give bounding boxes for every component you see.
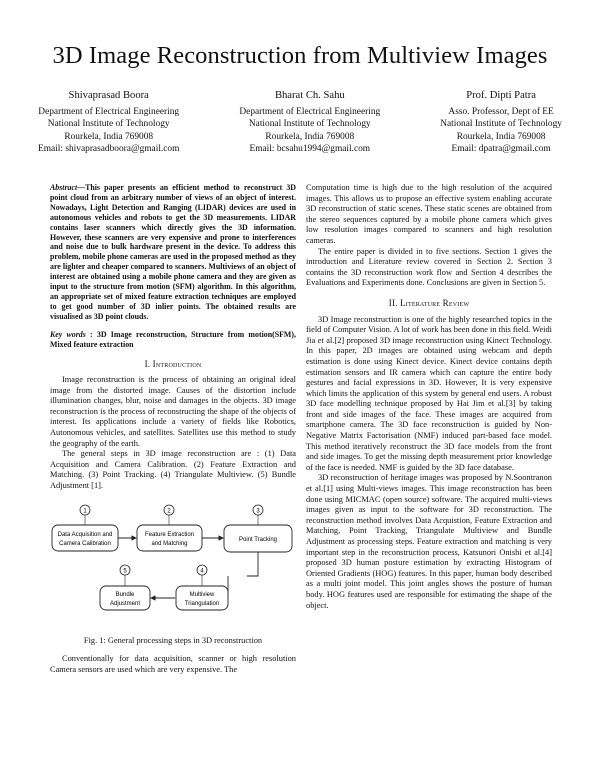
author-inst: National Institute of Technology <box>47 119 170 130</box>
author-dept: Asso. Professor, Dept of EE <box>448 106 554 117</box>
node-4-line2: Triangulation <box>184 600 220 607</box>
abstract-text: This paper presents an efficient method to reconstruct 3D point cloud from an arbitrary number of views of an object of interest. Nowadays, Light Detection and Ranging (LIDAR) devices are used in autonomous vehicles and robots to get the 3D measurements. LIDAR contains laser scanners which directly gives the 3D information. However, these scanners are very expensive and prone to interferences and noise due to bulk hardware present in the device. To address this problem, mobile phone cameras are used in the proposed method as they are lighter and cheaper compared to scanners. Multiviews of an object of interest are obtained using a mobile phone camera and they are given as input to the structure from motion (SFM) algorithm. In this algorithm, an appropriate set of mixed feature extraction techniques are employed to get good number of 3D inlier points. The obtained results are visualised as 3D point clouds. <box>50 183 296 321</box>
author-name: Bharat Ch. Sahu <box>274 90 345 101</box>
keywords-lead: Key words <box>50 329 86 339</box>
node-3-line1: Point Tracking <box>238 536 278 543</box>
author-2 <box>239 90 380 156</box>
node-5-line2: Adjustment <box>109 600 141 607</box>
node-2-line1: Feature Extraction <box>144 531 195 538</box>
author-city: Rourkela, India 769008 <box>64 131 154 142</box>
author-name: Shivaprasad Boora <box>68 90 149 101</box>
author-3 <box>440 90 562 156</box>
author-inst: National Institute of Technology <box>248 119 371 130</box>
abstract <box>50 183 296 322</box>
author-dept: Department of Electrical Engineering <box>239 106 381 117</box>
figure-1 <box>50 498 296 634</box>
flow-node-4 <box>176 565 228 610</box>
section-heading-literature-review: II. Literature Review <box>388 297 470 308</box>
flow-node-3 <box>224 505 292 552</box>
figure-1-caption: Fig. 1: General processing steps in 3D reconstruction <box>83 635 263 645</box>
right-paragraph-2: The entire paper is divided in to five sections. Section 1 gives the introduction and Literature review covered in Section 2. Section 3 contains the 3D reconstruction work flow and Section 4 describes the Evaluations and Experiments done. Conclusions are given in Section 5. <box>306 246 552 288</box>
flow-diagram <box>50 498 296 634</box>
author-email: Email: shivaprasadboora@gmail.com <box>38 144 180 155</box>
lit-paragraph-1: 3D Image reconstruction is one of the highly researched topics in the field of Computer Vision. A lot of work has been done in this field. Weidi Jia et al.[2] proposed 3D image reconstruction using Kinect Technology. In this paper, 2D images are obtained using webcam and depth estimation is done using Kinect device. Kinect device contains depth estimation sensors and IR camera which can capture the entire body gestures and facial expressions in 3D. However, It is very expensive which limits the application of this system by general end users. A robust 3D face modelling technique proposed by Hai Jim et al.[3] by taking front and side images of the face. These images are acquired from smartphone camera. The 3D face reconstruction is guided by Non-Negative Matrix Factorisation (NMF) induced part-based face model. This method iteratively reconstruct the 3D face models from the front and side images. To get the missing depth measurement prior knowledge of the face is needed. NMF is guided by the 3D face database. <box>306 314 553 472</box>
paper-title: 3D Image Reconstruction from Multiview Images <box>52 42 548 69</box>
author-email: Email: dpatra@gmail.com <box>451 144 551 155</box>
arrow-3-4-line <box>247 552 258 576</box>
author-name: Prof. Dipti Patra <box>466 90 536 101</box>
author-city: Rourkela, India 769008 <box>456 131 546 142</box>
author-city: Rourkela, India 769008 <box>265 131 355 142</box>
node-2-line2: and Matching <box>151 540 188 547</box>
author-1 <box>38 90 179 156</box>
node-1-line2: Camera Calibration <box>59 540 111 547</box>
flow-node-1 <box>52 505 118 551</box>
author-email: Email: bcsahu1994@gmail.com <box>249 144 371 155</box>
section-heading-introduction: I. Introduction <box>144 358 202 369</box>
flow-node-2 <box>137 505 202 551</box>
abstract-lead: Abstract <box>50 183 78 192</box>
node-4-number: 4 <box>200 568 204 575</box>
node-4-line1: Multiview <box>189 591 215 598</box>
intro-paragraph-3: Conventionally for data acquisition, scanner or high resolution Camera sensors are used which are very expensive. The <box>50 654 296 674</box>
right-paragraph-1: Computation time is high due to the high resolution of the acquired images. This allows us to propose an effective system enabling accurate 3D reconstruction of static scenes. These static scenes are obtained from the stereo sequences captured by a mobile phone camera which gives low resolution images compared to scanners and high resolution cameras. <box>306 183 552 245</box>
left-column <box>50 183 296 675</box>
node-5-line1: Bundle <box>115 591 135 598</box>
node-1-line1: Data Acquisition and <box>57 531 113 538</box>
node-2-number: 2 <box>167 508 171 515</box>
flow-node-5 <box>100 565 150 610</box>
node-3-number: 3 <box>256 508 260 515</box>
author-dept: Department of Electrical Engineering <box>38 106 180 117</box>
lit-paragraph-2: 3D reconstruction of heritage images was proposed by N.Soontranon et al.[1] using Multi-views images. This image reconstruction has been done using MICMAC (open source) software. The acquired multi-views images given as input to the software for 3D reconstruction. The reconstruction method involves Data Acquistion, Feature Extraction and Matching, Point Tracking, Triangulate Multiview and Bundle Adjustment as processing steps. Feature extraction and matching is very important step in the reconstruction process, Katsunori Onishi et al.[4] proposed 3D human posture estimation by extracting Histogram of Oriented Gradients (HOG) features. In this paper, human body described as a multi joint model. This joint angles shows the posture of human body. HOG features used are responsible for estimating the shape of the object. <box>306 473 552 610</box>
node-1-number: 1 <box>83 508 87 515</box>
node-5-number: 5 <box>123 568 127 575</box>
keywords <box>50 330 296 350</box>
right-column <box>306 183 552 611</box>
intro-paragraph-1: Image reconstruction is the process of obtaining an original ideal image from the distorted image. Causes of the distortion include illumination changes, blur, noise and damages in the objects. 3D image reconstruction is the process of reconstructing the shape of the objects of interest. Its applications include a variety of fields like Robotics, Autonomous vehicles, and satellites. Satellites use this method to study the geography of the earth. <box>50 375 296 448</box>
author-inst: National Institute of Technology <box>440 119 562 130</box>
author-block <box>38 90 562 156</box>
intro-paragraph-2: The general steps in 3D image reconstruction are : (1) Data Acquisition and Camera Calibration. (2) Feature Extraction and Matching. (3) Point Tracking. (4) Triangulate Multiview. (5) Bundle Adjustment [1]. <box>50 449 296 491</box>
abstract-dash: — <box>77 183 86 192</box>
keywords-text: : 3D Image reconstruction, Structure from motion(SFM), Mixed feature extraction <box>50 329 296 349</box>
